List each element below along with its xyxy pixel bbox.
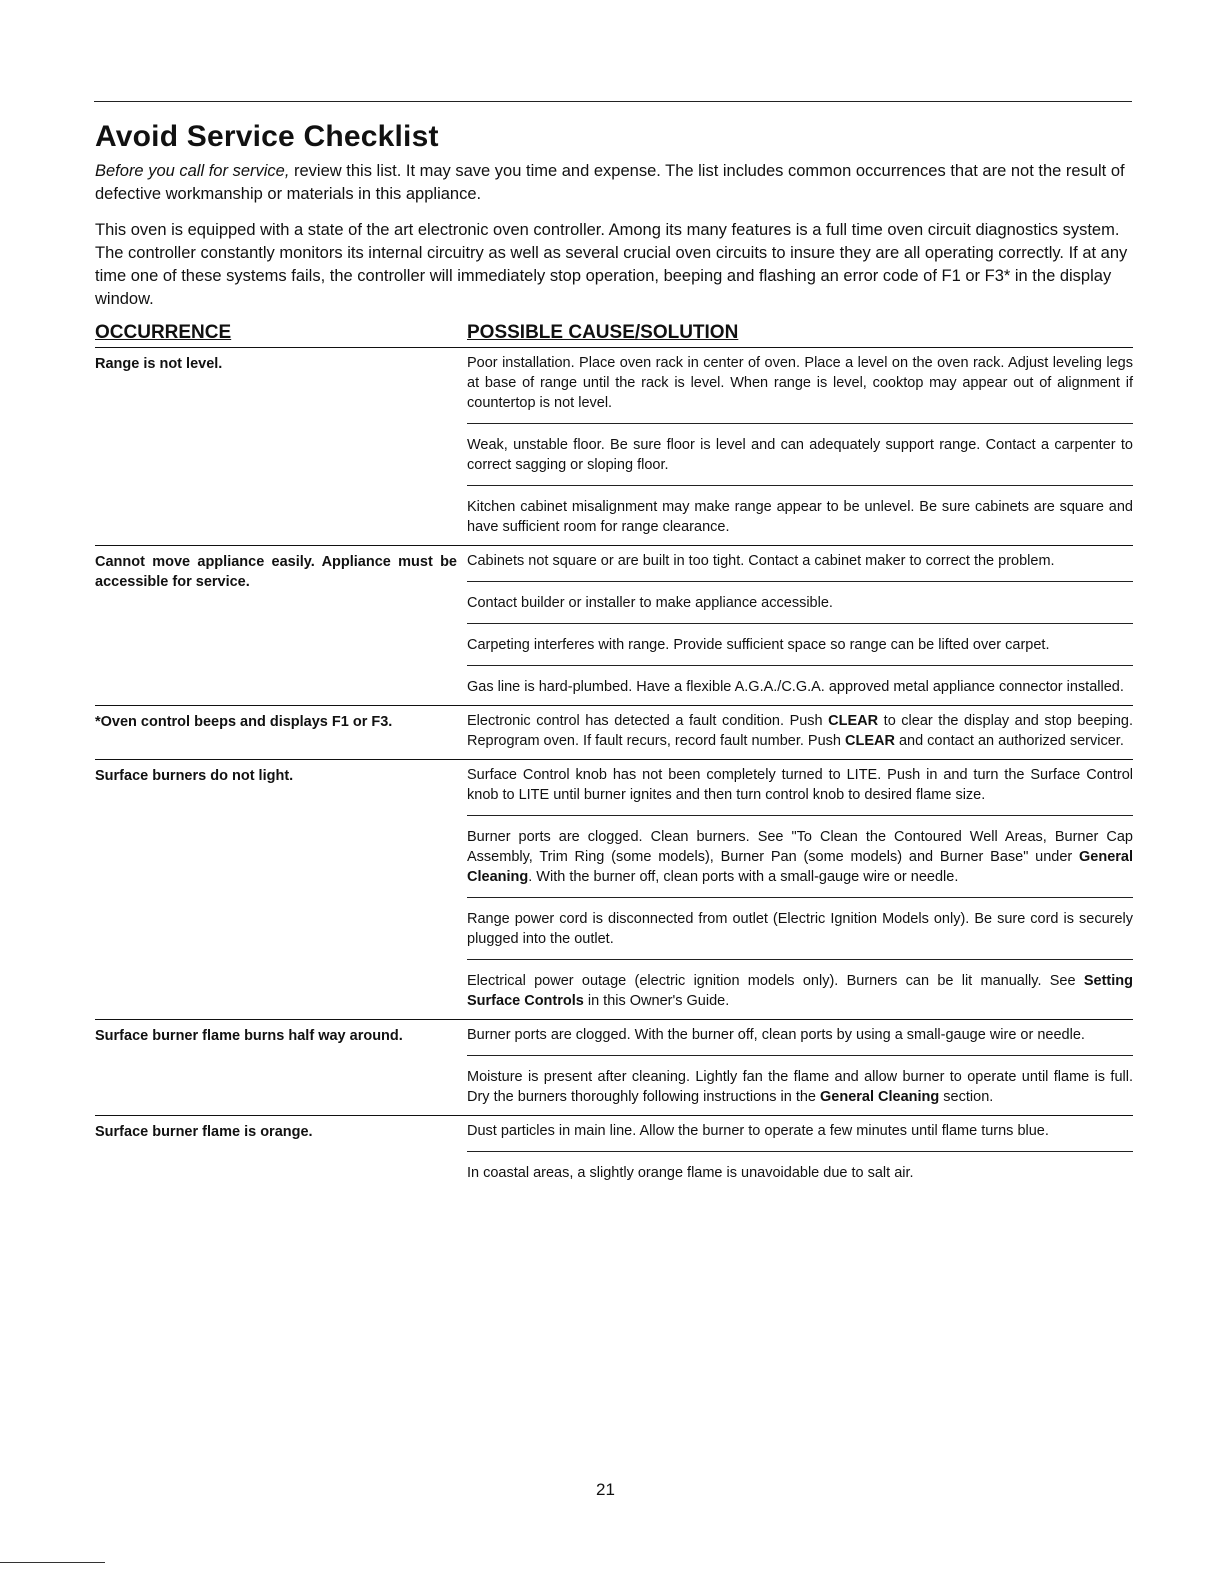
solution-list — [467, 348, 1133, 545]
solution-text: Contact builder or installer to make appliance accessible. — [467, 595, 833, 611]
bottom-edge-mark — [0, 1562, 105, 1563]
solution-text: Weak, unstable floor. Be sure floor is level and can adequately support range. Contact a carpenter to correct sagging or sloping floor. — [467, 437, 1133, 473]
solution-list — [467, 1116, 1133, 1191]
solution-item — [467, 492, 1133, 545]
solution-item — [467, 904, 1133, 960]
solution-list — [467, 706, 1133, 759]
checklist-table — [95, 348, 1133, 1191]
solution-emphasis: CLEAR — [844, 733, 895, 749]
solution-item — [467, 822, 1133, 898]
solution-text: Dust particles in main line. Allow the burner to operate a few minutes until flame turns blue. — [467, 1123, 1049, 1139]
solution-text: Electronic control has detected a fault condition. Push — [467, 713, 829, 729]
column-headers — [95, 321, 1133, 348]
solution-text: and contact an authorized servicer. — [894, 733, 1124, 749]
occurrence-header: OCCURRENCE — [95, 322, 232, 343]
solution-text: . With the burner off, clean ports with a small-gauge wire or needle. — [528, 869, 959, 885]
solution-list — [467, 546, 1133, 705]
checklist-row — [95, 1020, 1133, 1116]
solution-list — [467, 1020, 1133, 1115]
intro-emphasis: Before you call for service, — [95, 162, 290, 180]
checklist-row — [95, 706, 1133, 760]
solution-item — [467, 1020, 1133, 1056]
page-title: Avoid Service Checklist — [95, 120, 439, 153]
solution-item — [467, 630, 1133, 666]
solution-item — [467, 430, 1133, 486]
solution-text: Burner ports are clogged. Clean burners. See "To Clean the Contoured Well Areas, Burner Cap Assembly, Trim Ring (some models), Burner Pan (some models) and Burner Base" under — [467, 829, 1133, 865]
solution-text: section. — [939, 1089, 994, 1105]
solution-text: to clear the display and stop beeping. Reprogram oven. If fault recurs, record fault number. Push — [467, 713, 1134, 749]
solution-list — [467, 760, 1133, 1019]
solution-emphasis: General Cleaning — [467, 849, 1133, 885]
checklist-page — [95, 118, 1133, 1191]
top-rule — [94, 101, 1132, 102]
solution-text: In coastal areas, a slightly orange flame is unavoidable due to salt air. — [467, 1165, 914, 1181]
solution-header: POSSIBLE CAUSE/SOLUTION — [467, 322, 739, 343]
solution-text: Cabinets not square or are built in too tight. Contact a cabinet maker to correct the problem. — [467, 553, 1055, 569]
solution-text: Surface Control knob has not been completely turned to LITE. Push in and turn the Surface Control knob to LITE until burner ignites and then turn control knob to desired flame size. — [467, 767, 1133, 803]
intro-text: review this list. It may save you time and expense. The list includes common occurrences that are not the result of defective workmanship or materials in this appliance. — [95, 162, 1125, 203]
solution-item — [467, 966, 1133, 1019]
solution-item — [467, 348, 1133, 424]
solution-item — [467, 588, 1133, 624]
intro-paragraph — [95, 160, 1133, 206]
solution-text: Gas line is hard-plumbed. Have a flexible A.G.A./C.G.A. approved metal appliance connector installed. — [467, 679, 1124, 695]
solution-text: Electrical power outage (electric ignition models only). Burners can be lit manually. See — [467, 973, 1084, 989]
page-number: 21 — [596, 1480, 615, 1499]
solution-item — [467, 1116, 1133, 1152]
occurrence-text: Surface burners do not light. — [95, 768, 294, 784]
solution-item — [467, 546, 1133, 582]
checklist-row — [95, 546, 1133, 706]
checklist-row — [95, 348, 1133, 546]
solution-emphasis: General Cleaning — [820, 1089, 940, 1105]
occurrence-text: *Oven control beeps and displays F1 or F3. — [95, 714, 393, 730]
solution-emphasis: CLEAR — [828, 713, 879, 729]
solution-text: in this Owner's Guide. — [583, 993, 730, 1009]
solution-item — [467, 760, 1133, 816]
solution-item — [467, 1062, 1133, 1115]
diagnostics-paragraph: This oven is equipped with a state of the art electronic oven controller. Among its many features is a full time oven circuit diagnostics system. The controller constantly monitors its internal circuitry as well as several crucial oven circuits to insure they are all operating correctly. If at any time one of these systems fails, the controller will immediately stop operation, beeping and flashing an error code of F1 or F3* in the display window. — [95, 221, 1128, 308]
solution-text: Range power cord is disconnected from outlet (Electric Ignition Models only). Be sure cord is securely plugged into the outlet. — [467, 911, 1133, 947]
checklist-row — [95, 760, 1133, 1020]
solution-emphasis: Setting Surface Controls — [467, 973, 1133, 1009]
occurrence-text: Range is not level. — [95, 356, 223, 372]
solution-item — [467, 672, 1133, 705]
checklist-row — [95, 1116, 1133, 1191]
solution-text: Kitchen cabinet misalignment may make range appear to be unlevel. Be sure cabinets are square and have sufficient room for range clearance. — [467, 499, 1133, 535]
occurrence-text: Cannot move appliance easily. Appliance must be accessible for service. — [95, 554, 457, 590]
occurrence-text: Surface burner flame burns half way around. — [95, 1028, 403, 1044]
solution-text: Burner ports are clogged. With the burner off, clean ports by using a small-gauge wire or needle. — [467, 1027, 1085, 1043]
occurrence-text: Surface burner flame is orange. — [95, 1124, 313, 1140]
solution-item — [467, 706, 1133, 759]
solution-item — [467, 1158, 1133, 1191]
solution-text: Moisture is present after cleaning. Lightly fan the flame and allow burner to operate until flame is full. Dry the burners thoroughly following instructions in the — [467, 1069, 1133, 1105]
solution-text: Carpeting interferes with range. Provide sufficient space so range can be lifted over carpet. — [467, 637, 1050, 653]
solution-text: Poor installation. Place oven rack in center of oven. Place a level on the oven rack. Adjust leveling legs at base of range until the rack is level. When range is level, cooktop may appear out of alignment if countertop is not level. — [467, 355, 1133, 411]
